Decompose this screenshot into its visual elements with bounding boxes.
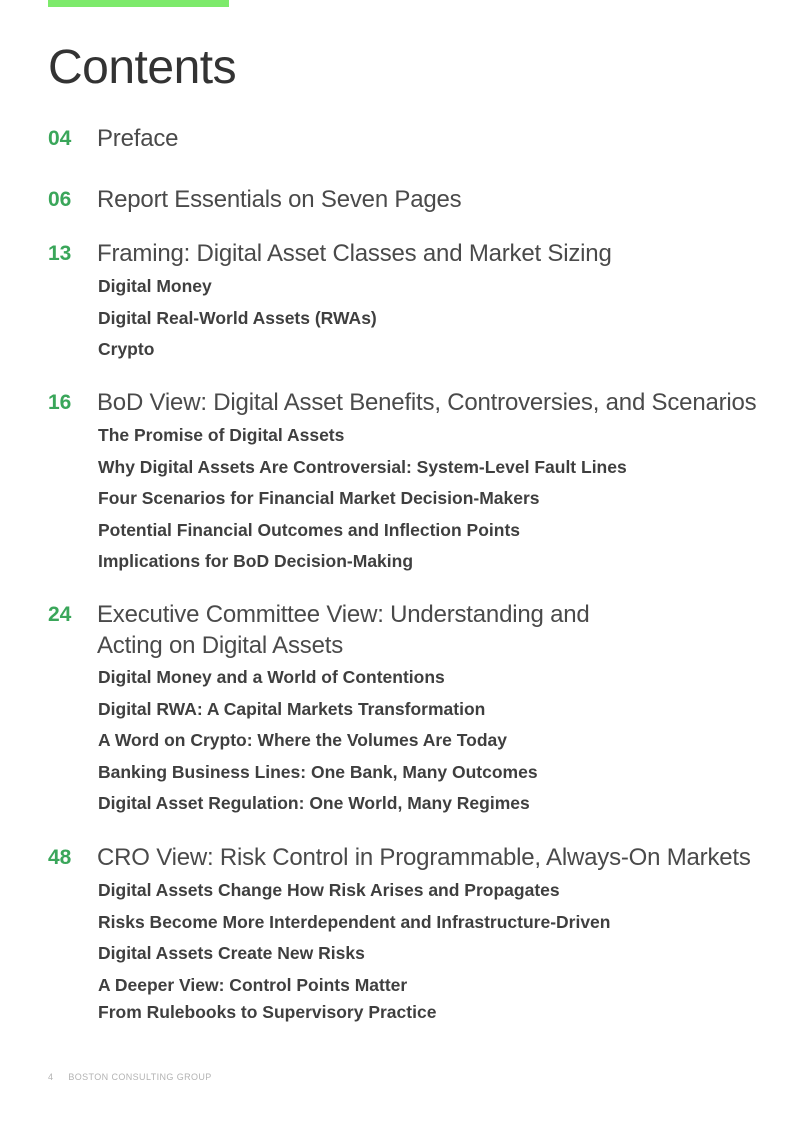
section-title-line-2[interactable]: Acting on Digital Assets [97, 632, 343, 659]
toc-subsection[interactable]: Digital Real-World Assets (RWAs) [98, 307, 377, 328]
page-title: Contents [48, 41, 237, 94]
accent-bar [48, 0, 229, 7]
toc-subsection[interactable]: Why Digital Assets Are Controversial: System-Level Fault Lines [98, 456, 627, 477]
toc-subsection[interactable]: The Promise of Digital Assets [98, 425, 345, 445]
toc-section-preface[interactable] [48, 123, 768, 155]
toc-subsection[interactable]: Digital Money [98, 276, 212, 296]
section-page-number: 24 [48, 603, 72, 626]
section-page-number: 48 [48, 846, 72, 869]
footer-page-number: 4 [48, 1072, 54, 1082]
toc-subsection[interactable]: From Rulebooks to Supervisory Practice [98, 1002, 437, 1022]
toc-subsection[interactable]: Potential Financial Outcomes and Inflection Points [98, 519, 520, 540]
toc-section-exco-view [48, 599, 768, 820]
section-page-number: 16 [48, 391, 72, 414]
toc-subsection[interactable]: Digital RWA: A Capital Markets Transformation [98, 698, 486, 719]
toc-subsection[interactable]: Digital Assets Create New Risks [98, 943, 365, 963]
toc-section-essentials[interactable] [48, 184, 768, 216]
toc-subsection[interactable]: Banking Business Lines: One Bank, Many Outcomes [98, 761, 538, 782]
section-page-number: 04 [48, 127, 72, 150]
toc-section-bod-view [48, 387, 768, 578]
section-title[interactable]: Report Essentials on Seven Pages [97, 186, 462, 213]
toc-subsection[interactable]: Four Scenarios for Financial Market Decision-Makers [98, 488, 540, 508]
section-title[interactable]: Preface [97, 125, 179, 152]
section-title-line-1[interactable]: Executive Committee View: Understanding and [97, 601, 590, 628]
toc-subsection[interactable]: A Word on Crypto: Where the Volumes Are Today [98, 730, 508, 750]
footer-publisher: BOSTON CONSULTING GROUP [68, 1072, 212, 1082]
toc-section-framing [48, 238, 768, 366]
section-title[interactable]: BoD View: Digital Asset Benefits, Controversies, and Scenarios [97, 389, 757, 416]
section-page-number: 06 [48, 188, 72, 211]
toc-subsection[interactable]: Implications for BoD Decision-Making [98, 551, 414, 571]
toc-subsection[interactable]: A Deeper View: Control Points Matter [98, 974, 408, 995]
toc-subsection[interactable]: Digital Asset Regulation: One World, Many Regimes [98, 793, 530, 813]
toc-subsection[interactable]: Digital Assets Change How Risk Arises and Propagates [98, 880, 560, 900]
toc-subsection[interactable]: Risks Become More Interdependent and Infrastructure-Driven [98, 911, 611, 932]
toc-subsection[interactable]: Digital Money and a World of Contentions [98, 667, 445, 687]
page-footer [48, 1072, 212, 1082]
toc-section-cro-view [48, 842, 768, 1029]
section-title[interactable]: CRO View: Risk Control in Programmable, Always-On Markets [97, 844, 751, 871]
toc-subsection[interactable]: Crypto [98, 339, 155, 359]
section-page-number: 13 [48, 242, 72, 265]
section-title[interactable]: Framing: Digital Asset Classes and Market Sizing [97, 240, 612, 267]
